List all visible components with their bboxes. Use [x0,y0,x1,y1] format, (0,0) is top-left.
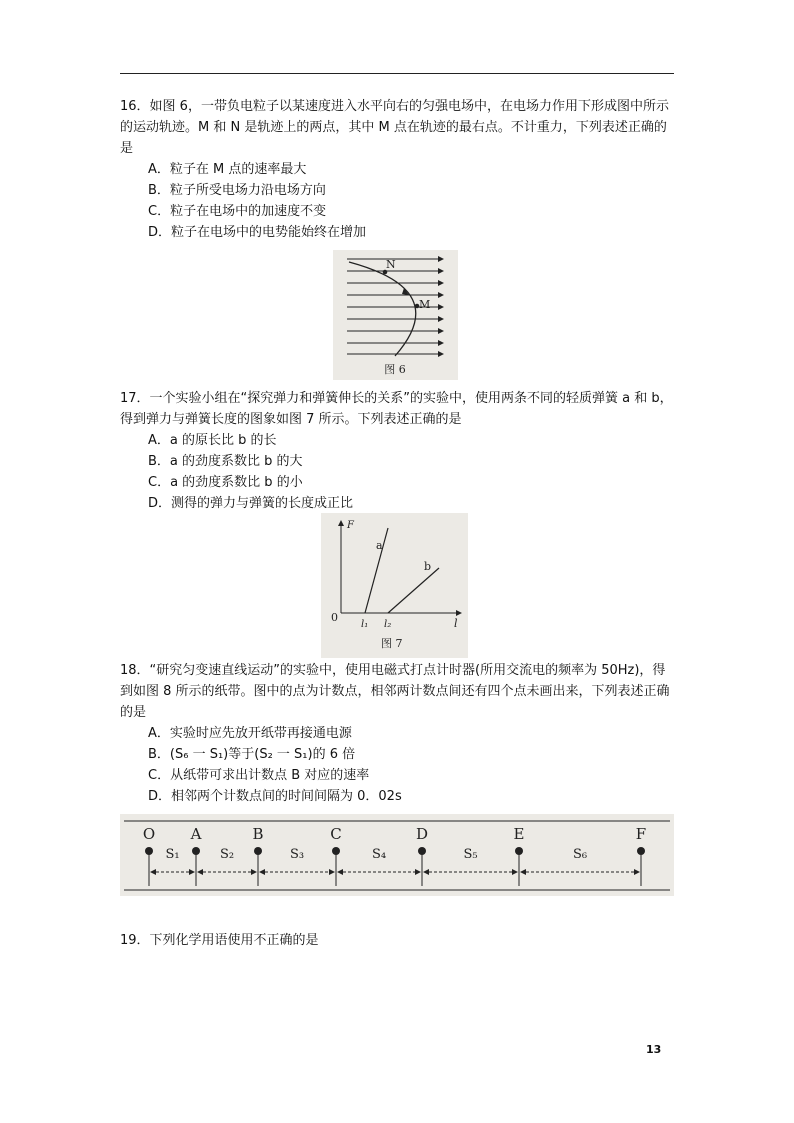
figure-7-graph [321,513,468,658]
question-19-stem: 19．下列化学用语使用不正确的是 [120,933,319,948]
tape-diagram [120,814,674,896]
question-18-option-a: A．实验时应先放开纸带再接通电源 [148,726,352,741]
point-m-label: M [419,298,431,311]
f-axis-label: F [347,520,354,531]
header-rule [120,73,674,74]
question-16-option-b: B．粒子所受电场力沿电场方向 [148,183,326,198]
line-b-label: b [424,560,432,573]
origin-label: 0 [331,611,338,624]
question-18-option-d: D．相邻两个计数点间的时间间隔为 0．02s [148,789,402,804]
tape-segment-label-3: S₃ [289,847,305,862]
question-18-option-b: B．(S₆ 一 S₁)等于(S₂ 一 S₁)的 6 倍 [148,747,356,762]
question-17-option-c: C．a 的劲度系数比 b 的小 [148,475,303,490]
line-b [388,568,439,613]
line-a-label: a [376,539,383,552]
figure-6-diagram [333,250,458,380]
question-18-stem: 18．“研究匀变速直线运动”的实验中，使用电磁式打点计时器(所用交流电的频率为 50Hz)，得到如图 8 所示的纸带。图中的点为计数点，相邻两计数点间还有四个点未画出来，下列表述正确的是 [120,663,670,720]
tape-point-label-o: O [142,825,156,843]
figure-7 [321,513,468,658]
tape-segment-label-6: S₆ [572,847,588,862]
question-16-option-d: D．粒子在电场中的电势能始终在增加 [148,225,367,240]
point-n-label: N [386,258,396,271]
tape-point-label-f: F [635,825,647,843]
question-16-option-a: A．粒子在 M 点的速率最大 [148,162,307,177]
tape-point-c [332,847,340,855]
figure-7-caption: 图 7 [381,637,403,650]
question-16-stem: 16．如图 6，一带负电粒子以某速度进入水平向右的匀强电场中，在电场力作用下形成图中所示的运动轨迹。M 和 N 是轨迹上的两点，其中 M 点在轨迹的最右点。不计重力，下列表述正确的是 [120,99,669,156]
tape-segment-label-2: S₂ [219,847,235,862]
figure-6 [333,250,458,380]
tape-point-f [637,847,645,855]
figure-6-caption: 图 6 [384,363,406,376]
tape-point-label-b: B [252,825,264,843]
tape-segment-label-5: S₅ [463,847,478,862]
tape-segment-label-1: S₁ [165,847,180,862]
tick-l2-label: l₂ [384,619,392,630]
tape-point-a [192,847,200,855]
tape-marks [143,825,646,886]
tape-point-b [254,847,262,855]
question-17-stem: 17．一个实验小组在“探究弹力和弹簧伸长的关系”的实验中，使用两条不同的轻质弹簧 a 和 b，得到弹力与弹簧长度的图象如图 7 所示。下列表述正确的是 [120,391,673,427]
question-18-option-c: C．从纸带可求出计数点 B 对应的速率 [148,768,370,783]
tape-point-o [145,847,153,855]
tape-point-label-a: A [190,825,202,843]
tape-point-label-e: E [513,825,525,843]
question-17-option-b: B．a 的劲度系数比 b 的大 [148,454,303,469]
trajectory-curve [349,262,416,356]
question-16-option-c: C．粒子在电场中的加速度不变 [148,204,327,219]
question-17-option-d: D．测得的弹力与弹簧的长度成正比 [148,496,354,511]
l-axis-label: l [454,617,458,630]
figure-8-tape [120,814,674,896]
tape-segment-label-4: S₄ [371,847,387,862]
tape-point-label-c: C [330,825,342,843]
tape-point-label-d: D [415,825,429,843]
page-number: 13 [646,1043,662,1056]
tick-l1-label: l₁ [361,619,369,630]
tape-point-e [515,847,523,855]
tape-point-d [418,847,426,855]
question-17-option-a: A．a 的原长比 b 的长 [148,433,277,448]
